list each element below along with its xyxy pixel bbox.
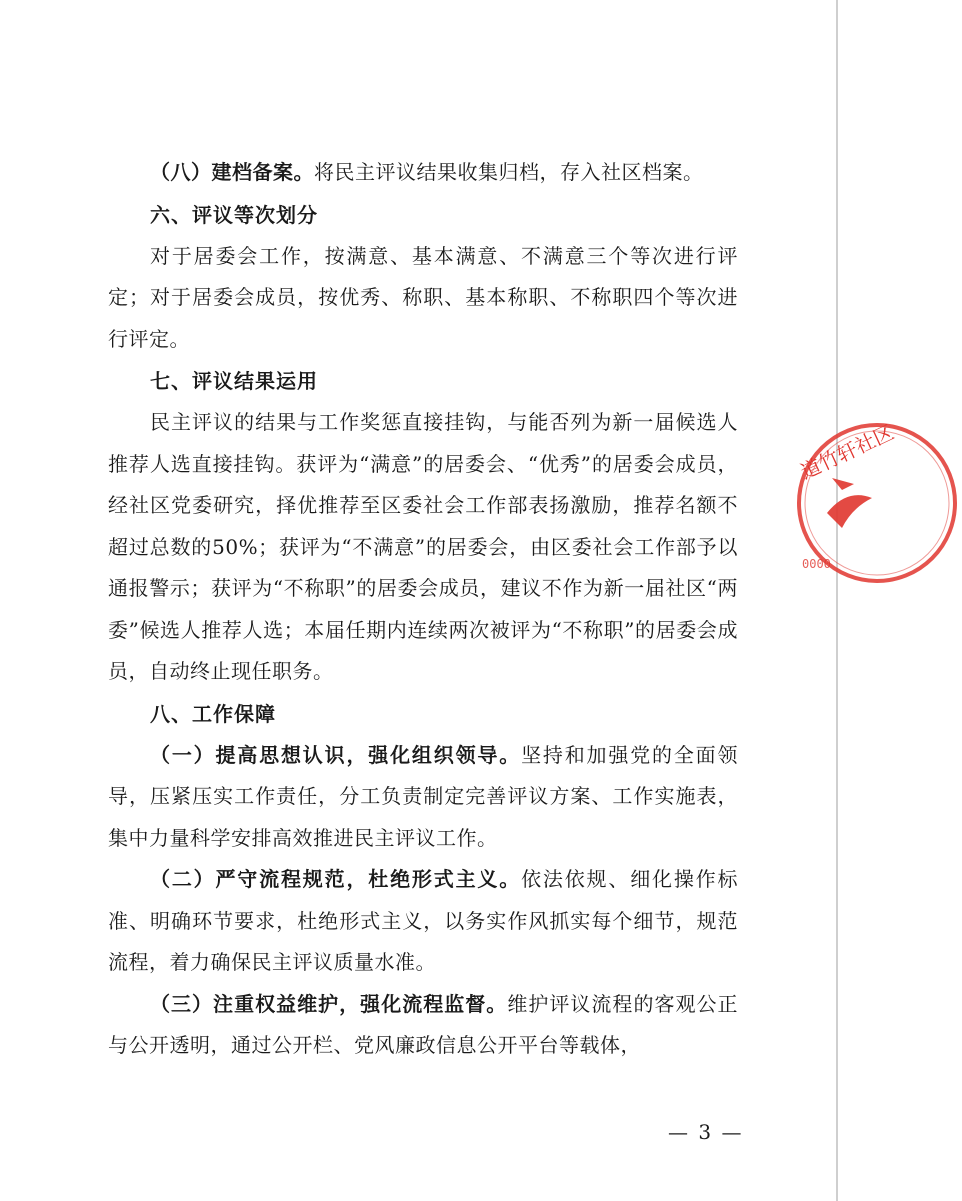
- paragraph-guarantee-1: [108, 735, 738, 860]
- paragraph-lead: （三）注重权益维护，强化流程监督。: [150, 991, 508, 1016]
- paragraph-lead: （八）建档备案。: [150, 160, 314, 184]
- paragraph-results: [108, 402, 738, 693]
- paragraph-grades: [108, 236, 738, 361]
- seal-text: 道竹轩社区: [796, 419, 898, 484]
- section-heading-6: 六、评议等次划分: [150, 202, 318, 227]
- document-body: [108, 152, 738, 1067]
- paragraph-text: 坚持和加强党的全面领导，压紧压实工作责任，分工负责制定完善评议方案、工作实施表，集中力量科学安排高效推进民主评议工作。: [108, 742, 739, 850]
- svg-text:0000: 0000: [802, 557, 831, 571]
- paragraph-guarantee-2: [108, 859, 738, 984]
- paragraph-text: 依法依规、细化操作标准、明确环节要求，杜绝形式主义，以务实作风抓实每个细节，规范流程，着力确保民主评议质量水准。: [108, 867, 739, 974]
- official-seal-stamp: [792, 418, 962, 588]
- paragraph-lead: （一）提高思想认识，强化组织领导。: [150, 742, 522, 767]
- paragraph-text: 民主评议的结果与工作奖惩直接挂钩，与能否列为新一届候选人推荐人选直接挂钩。获评为“满意”的居委会、“优秀”的居委会成员，经社区党委研究，择优推荐至区委社会工作部表扬激励，推荐名额不超过总数的50%；获评为“不满意”的居委会，由区委社会工作部予以通报警示；获评为“不称职”的居委会成员，建议不作为新一届社区“两委”候选人推荐人选；本届任期内连续两次被评为“不称职”的居委会成员，自动终止现任职务。: [108, 410, 738, 683]
- paragraph-text: 维护评议流程的客观公正与公开透明，通过公开栏、党风廉政信息公开平台等载体，: [108, 991, 739, 1057]
- paragraph-text: 将民主评议结果收集归档，存入社区档案。: [314, 160, 704, 184]
- paragraph-text: 对于居委会工作，按满意、基本满意、不满意三个等次进行评定；对于居委会成员，按优秀、称职、基本称职、不称职四个等次进行评定。: [108, 243, 738, 351]
- section-heading-7: 七、评议结果运用: [150, 369, 318, 393]
- page-number: — 3 —: [668, 1120, 744, 1144]
- page-edge: [836, 0, 838, 1201]
- section-heading-8: 八、工作保障: [150, 701, 276, 726]
- paragraph-archive: [108, 152, 738, 194]
- paragraph-lead: （二）严守流程规范，杜绝形式主义。: [150, 867, 522, 891]
- paragraph-guarantee-3: [108, 984, 738, 1067]
